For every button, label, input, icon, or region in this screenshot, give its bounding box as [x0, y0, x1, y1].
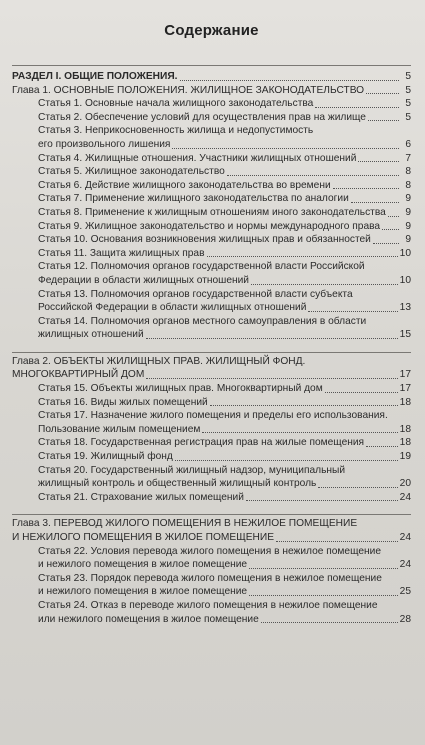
- leader-dots: [249, 568, 398, 569]
- page-number: 9: [405, 234, 411, 246]
- article-title: Статья 7. Применение жилищного законодательства по аналогии: [38, 193, 349, 205]
- article-title: жилищный контроль и общественный жилищный контроль: [38, 478, 317, 490]
- chapter-title-line: Глава 2. ОБЪЕКТЫ ЖИЛИЩНЫХ ПРАВ. ЖИЛИЩНЫЙ ФОНД.: [12, 355, 306, 367]
- page-number: 8: [405, 179, 411, 191]
- page-number: 9: [405, 206, 411, 218]
- leader-dots: [351, 202, 399, 203]
- chapter-1-articles: [12, 97, 411, 342]
- toc-chapter-1: [12, 84, 411, 98]
- toc-article-line: Статья 12. Полномочия органов государственной власти Российской: [38, 261, 365, 273]
- toc-article: [12, 97, 411, 111]
- page-number: 24: [399, 559, 411, 571]
- article-title: и нежилого помещения в жилое помещение: [38, 559, 248, 571]
- toc-article: [12, 423, 411, 437]
- leader-dots: [180, 80, 399, 81]
- leader-dots: [249, 595, 398, 596]
- page-number: 15: [399, 329, 411, 341]
- page-number: 17: [399, 383, 411, 395]
- chapter-3-articles: [12, 545, 411, 627]
- leader-dots: [325, 392, 398, 393]
- leader-dots: [333, 188, 399, 189]
- leader-dots: [358, 161, 399, 162]
- article-title: Статья 10. Основания возникновения жилищных прав и обязанностей: [38, 234, 371, 246]
- page-number: 24: [399, 532, 411, 543]
- page-number: 20: [399, 478, 411, 490]
- article-title: Статья 9. Жилищное законодательство и нормы международного права: [38, 220, 381, 232]
- article-title: Статья 18. Государственная регистрация прав на жилые помещения: [38, 437, 365, 449]
- chapter-title-line: Глава 3. ПЕРЕВОД ЖИЛОГО ПОМЕЩЕНИЯ В НЕЖИЛОЕ ПОМЕЩЕНИЕ: [12, 518, 358, 530]
- page-number: 17: [399, 369, 411, 381]
- article-title: Статья 15. Объекты жилищных прав. Многоквартирный дом: [38, 383, 323, 395]
- toc-chapter-2: [12, 368, 411, 382]
- leader-dots: [172, 148, 399, 149]
- toc-article: [12, 491, 411, 505]
- toc-section-1: [12, 70, 411, 84]
- chapter-title: Глава 1. ОСНОВНЫЕ ПОЛОЖЕНИЯ. ЖИЛИЩНОЕ ЗАКОНОДАТЕЛЬСТВО: [12, 84, 365, 96]
- toc-article: [12, 179, 411, 193]
- toc-article: [12, 613, 411, 627]
- page-number: 8: [405, 166, 411, 178]
- toc-article-line: Статья 3. Неприкосновенность жилища и недопустимость: [38, 125, 314, 137]
- article-title: Статья 6. Действие жилищного законодательства во времени: [38, 179, 331, 191]
- toc-article-line: Статья 13. Полномочия органов государственной власти субъекта: [38, 288, 353, 300]
- chapter-title: МНОГОКВАРТИРНЫЙ ДОМ: [12, 369, 145, 381]
- page-number: 18: [399, 396, 411, 408]
- article-title: Статья 19. Жилищный фонд: [38, 451, 173, 463]
- toc-article: [12, 477, 411, 491]
- toc-article: [12, 220, 411, 234]
- page-number: 5: [405, 71, 411, 82]
- article-title: Статья 1. Основные начала жилищного законодательства: [38, 98, 314, 110]
- leader-dots: [227, 175, 399, 176]
- article-title: Российской Федерации в области жилищных отношений: [38, 302, 307, 314]
- toc-article: [12, 436, 411, 450]
- page-number: 10: [399, 274, 411, 286]
- toc-article: [12, 233, 411, 247]
- chapter-2-rule: [12, 352, 411, 353]
- page-number: 9: [405, 193, 411, 205]
- toc-article: [12, 450, 411, 464]
- article-title: Статья 21. Страхование жилых помещений: [38, 491, 244, 503]
- chapter-title: И НЕЖИЛОГО ПОМЕЩЕНИЯ В ЖИЛОЕ ПОМЕЩЕНИЕ: [12, 532, 275, 543]
- toc-article: [12, 382, 411, 396]
- toc-article: [12, 585, 411, 599]
- toc-article: [12, 396, 411, 410]
- leader-dots: [368, 120, 399, 121]
- leader-dots: [315, 107, 399, 108]
- toc-article: [12, 274, 411, 288]
- article-title: Статья 8. Применение к жилищным отношениям иного законодательства: [38, 206, 386, 218]
- toc-article-line: Статья 20. Государственный жилищный надзор, муниципальный: [38, 464, 346, 476]
- page-number: 18: [399, 437, 411, 449]
- leader-dots: [146, 378, 397, 379]
- leader-dots: [366, 446, 398, 447]
- toc-article: [12, 111, 411, 125]
- page-number: 25: [399, 586, 411, 598]
- page-number: 9: [405, 220, 411, 232]
- page-number: 5: [405, 98, 411, 110]
- page-number: 5: [405, 111, 411, 123]
- leader-dots: [175, 460, 398, 461]
- article-title: его произвольного лишения: [38, 138, 171, 150]
- article-title: Статья 2. Обеспечение условий для осуществления прав на жилище: [38, 111, 366, 123]
- toc-article: [12, 328, 411, 342]
- chapter-3-rule: [12, 514, 411, 515]
- leader-dots: [373, 243, 399, 244]
- leader-dots: [308, 311, 397, 312]
- page-number: 7: [405, 152, 411, 164]
- page-number: 13: [399, 302, 411, 314]
- article-title: Пользование жилым помещением: [38, 423, 201, 435]
- leader-dots: [261, 622, 398, 623]
- page-number: 18: [399, 423, 411, 435]
- page-number: 28: [399, 613, 411, 625]
- toc-article: [12, 301, 411, 315]
- leader-dots: [318, 487, 397, 488]
- toc-article-line: Статья 17. Назначение жилого помещения и пределы его использования.: [38, 410, 388, 422]
- chapter-2-articles: [12, 382, 411, 504]
- toc-article: [12, 558, 411, 572]
- toc-article: [12, 152, 411, 166]
- page-number: 10: [399, 247, 411, 259]
- article-title: Статья 16. Виды жилых помещений: [38, 396, 208, 408]
- article-title: Статья 4. Жилищные отношения. Участники жилищных отношений: [38, 152, 357, 164]
- section-label: РАЗДЕЛ I. ОБЩИЕ ПОЛОЖЕНИЯ.: [12, 71, 178, 82]
- article-title: жилищных отношений: [38, 329, 144, 341]
- toc-article-line: Статья 24. Отказ в переводе жилого помещения в нежилое помещение: [38, 599, 378, 611]
- toc-article-line: Статья 22. Условия перевода жилого помещения в нежилое помещение: [38, 545, 381, 557]
- article-title: Статья 5. Жилищное законодательство: [38, 166, 225, 178]
- page-number: 5: [405, 84, 411, 96]
- article-title: Федерации в области жилищных отношений: [38, 274, 249, 286]
- leader-dots: [246, 500, 398, 501]
- toc-article-line: Статья 23. Порядок перевода жилого помещения в нежилое помещение: [38, 572, 382, 584]
- leader-dots: [251, 284, 398, 285]
- leader-dots: [366, 93, 399, 94]
- toc-article: [12, 192, 411, 206]
- leader-dots: [146, 338, 398, 339]
- leader-dots: [382, 229, 399, 230]
- toc-article-line: Статья 14. Полномочия органов местного самоуправления в области: [38, 315, 367, 327]
- leader-dots: [202, 432, 397, 433]
- leader-dots: [388, 216, 399, 217]
- leader-dots: [210, 405, 398, 406]
- toc-article: [12, 247, 411, 261]
- leader-dots: [276, 541, 398, 542]
- page-number: 19: [399, 451, 411, 463]
- leader-dots: [207, 256, 398, 257]
- toc-article: [12, 206, 411, 220]
- article-title: и нежилого помещения в жилое помещение: [38, 586, 248, 598]
- page-number: 6: [405, 138, 411, 150]
- page-title: Содержание: [164, 22, 259, 39]
- article-title: Статья 11. Защита жилищных прав: [38, 247, 205, 259]
- toc-article: [12, 138, 411, 152]
- article-title: или нежилого помещения в жилое помещение: [38, 613, 259, 625]
- toc-article: [12, 165, 411, 179]
- toc-chapter-3: [12, 531, 411, 545]
- page-number: 24: [399, 491, 411, 503]
- top-rule: [12, 65, 411, 66]
